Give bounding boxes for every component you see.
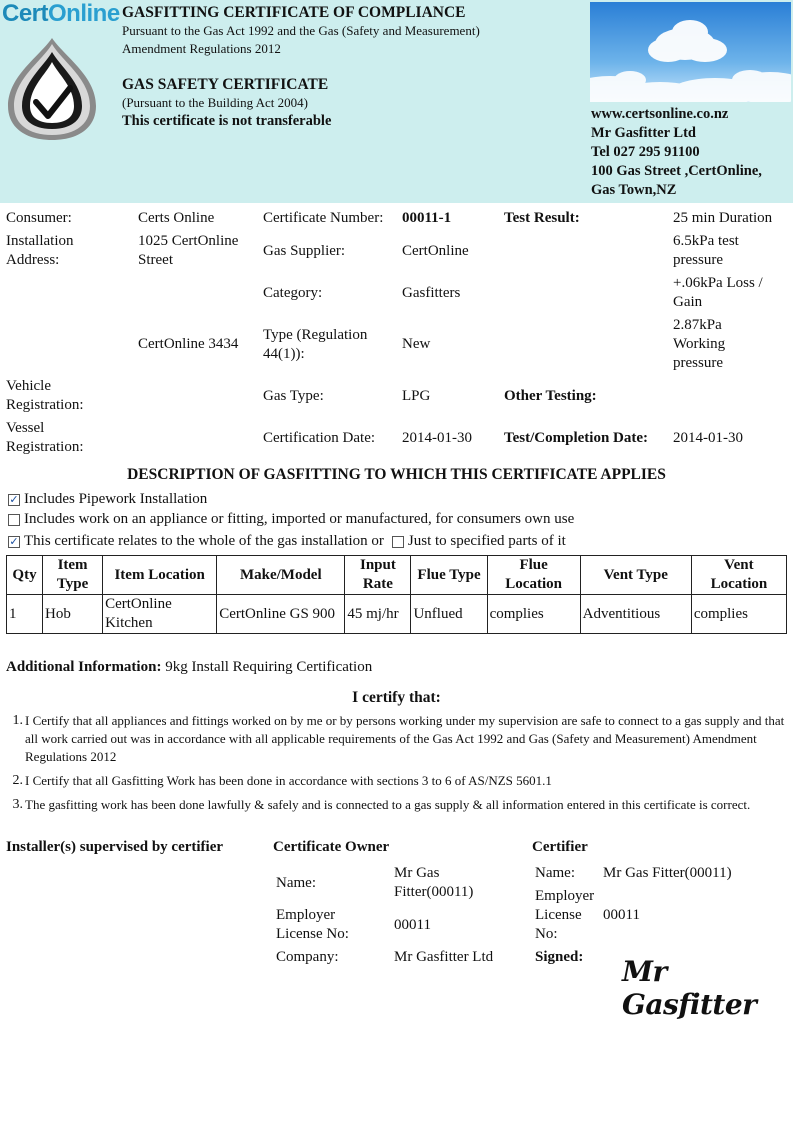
test-result-line-8: pressure	[673, 355, 723, 371]
test-result-label: Test Result:	[504, 210, 580, 226]
cell-flue-location: complies	[487, 595, 580, 634]
certificate-number-value: 00011-1	[402, 210, 452, 226]
certification-date-value: 2014-01-30	[402, 430, 472, 446]
certificate-number-label: Certificate Number:	[263, 210, 384, 226]
cell-item-type: Hob	[43, 595, 103, 634]
consumer-label: Consumer:	[6, 210, 72, 226]
gas-type-label: Gas Type:	[263, 388, 324, 404]
list-item-number: 2.	[12, 773, 23, 788]
not-transferable-notice: This certificate is not transferable	[122, 113, 332, 129]
list-item	[6, 712, 786, 766]
company-address-line2: Gas Town,NZ	[591, 182, 677, 198]
owner-name-value-2: Fitter(00011)	[394, 884, 474, 900]
company-phone: Tel 027 295 91100	[591, 144, 700, 160]
certifier-name-label: Name:	[535, 865, 575, 881]
cell-vent-location: complies	[691, 595, 786, 634]
certifier-name-value: Mr Gas Fitter(00011)	[603, 865, 732, 881]
owner-license-value: 00011	[394, 917, 431, 933]
completion-date-value: 2014-01-30	[673, 430, 743, 446]
cell-vent-type: Adventitious	[580, 595, 691, 634]
whole-installation-checkbox-row[interactable]	[8, 532, 566, 551]
certificate-subtitle-line2: Amendment Regulations 2012	[122, 41, 281, 56]
certifier-license-value: 00011	[603, 907, 640, 923]
list-item-text: The gasfitting work has been done lawfully & safely and is connected to a gas supply & all information entered in this certificate is correct.	[25, 797, 751, 812]
other-testing-label: Other Testing:	[504, 388, 597, 404]
column-header-qty: Qty	[7, 556, 43, 595]
pipework-checkbox[interactable]: ✓	[9, 492, 19, 506]
consumer-value: Certs Online	[138, 210, 215, 226]
gas-safety-title: GAS SAFETY CERTIFICATE	[122, 76, 329, 93]
installation-address-label-2: Address:	[6, 252, 60, 268]
certificate-owner-heading: Certificate Owner	[273, 839, 390, 855]
vehicle-registration-label-2: Registration:	[6, 397, 84, 413]
owner-company-label: Company:	[276, 949, 339, 965]
test-result-line-7: Working	[673, 336, 726, 352]
pipework-checkbox-label: Includes Pipework Installation	[24, 491, 208, 507]
vessel-registration-label-1: Vessel	[6, 420, 45, 436]
cell-item-location: CertOnline Kitchen	[103, 595, 217, 634]
test-result-line-4: +.06kPa Loss /	[673, 275, 763, 291]
installation-address-value-2: Street	[138, 252, 173, 268]
owner-license-label-1: Employer	[276, 907, 336, 923]
certonline-logo	[2, 0, 120, 28]
column-header-make-model: Make/Model	[217, 556, 345, 595]
appliance-items-table	[6, 555, 787, 634]
cell-flue-type: Unflued	[411, 595, 487, 634]
gas-safety-subtitle: (Pursuant to the Building Act 2004)	[122, 95, 308, 110]
list-item-text: I Certify that all appliances and fittings worked on by me or by persons working under my supervision are safe to connect to a gas supply and that all work carried out was in accordance with all applicable requirements of the Gas Act 1992 and Gas (Safety and Measurement) Amendment Regulations 2012	[25, 713, 785, 764]
type-value: New	[402, 336, 431, 352]
completion-date-label: Test/Completion Date:	[504, 430, 649, 446]
test-result-line-3: pressure	[673, 252, 723, 268]
certificate-header	[0, 0, 793, 203]
category-value: Gasfitters	[402, 285, 461, 301]
installers-heading: Installer(s) supervised by certifier	[6, 839, 224, 855]
certify-heading: I certify that:	[352, 689, 441, 706]
certificate-title: GASFITTING CERTIFICATE OF COMPLIANCE	[122, 4, 466, 21]
certify-list	[6, 712, 786, 820]
column-header-flue-type: Flue Type	[411, 556, 487, 595]
description-heading: DESCRIPTION OF GASFITTING TO WHICH THIS CERTIFICATE APPLIES	[127, 466, 666, 483]
signed-label: Signed:	[535, 949, 584, 965]
logo-text-cert: Cert	[2, 0, 49, 27]
type-regulation-label-2: 44(1)):	[263, 346, 305, 362]
installation-address-value-1: 1025 CertOnline	[138, 233, 239, 249]
company-info	[591, 105, 762, 200]
type-regulation-label-1: Type (Regulation	[263, 327, 368, 343]
company-website: www.certsonline.co.nz	[591, 106, 729, 122]
installation-address-label-1: Installation	[6, 233, 74, 249]
column-header-vent-type: Vent Type	[580, 556, 691, 595]
vehicle-registration-label-1: Vehicle	[6, 378, 51, 394]
pipework-checkbox-row[interactable]	[8, 490, 207, 509]
list-item-number: 1.	[12, 713, 23, 728]
whole-installation-checkbox-label: This certificate relates to the whole of the gas installation or	[24, 533, 384, 549]
specified-parts-checkbox[interactable]	[392, 536, 404, 548]
owner-company-value: Mr Gasfitter Ltd	[394, 949, 494, 965]
list-item	[6, 772, 786, 790]
column-header-vent-location: Vent Location	[691, 556, 786, 595]
column-header-item-location: Item Location	[103, 556, 217, 595]
test-result-line-2: 6.5kPa test	[673, 233, 739, 249]
sky-clouds-image	[590, 2, 791, 102]
gas-type-value: LPG	[402, 388, 431, 404]
gas-supplier-label: Gas Supplier:	[263, 243, 346, 259]
list-item	[6, 796, 786, 814]
installation-address-value-3: CertOnline 3434	[138, 336, 239, 352]
list-item-number: 3.	[12, 797, 23, 812]
additional-information-value: 9kg Install Requiring Certification	[165, 659, 373, 675]
test-result-line-6: 2.87kPa	[673, 317, 722, 333]
certificate-subtitle-line1: Pursuant to the Gas Act 1992 and the Gas (Safety and Measurement)	[122, 23, 480, 38]
additional-information	[6, 659, 372, 676]
owner-name-value-1: Mr Gas	[394, 865, 440, 881]
column-header-item-type: Item Type	[43, 556, 103, 595]
specified-parts-checkbox-label: Just to specified parts of it	[407, 533, 566, 549]
handwritten-signature: Mr Gasfitter	[622, 955, 757, 1021]
cell-qty: 1	[7, 595, 43, 634]
list-item-text: I Certify that all Gasfitting Work has been done in accordance with sections 3 to 6 of AS/NZS 5601.1	[25, 773, 552, 788]
gas-supplier-value: CertOnline	[402, 243, 469, 259]
company-address-line1: 100 Gas Street ,CertOnline,	[591, 163, 762, 179]
flame-check-emblem-icon	[4, 36, 100, 147]
company-name: Mr Gasfitter Ltd	[591, 125, 696, 141]
table-header-row	[7, 556, 787, 595]
column-header-flue-location: Flue Location	[487, 556, 580, 595]
appliance-checkbox[interactable]	[8, 514, 20, 526]
certification-date-label: Certification Date:	[263, 430, 376, 446]
test-result-line-1: 25 min Duration	[673, 210, 773, 226]
category-label: Category:	[263, 285, 323, 301]
certifier-heading: Certifier	[532, 839, 588, 855]
appliance-checkbox-row[interactable]	[8, 510, 574, 529]
column-header-input-rate: Input Rate	[345, 556, 411, 595]
owner-name-label: Name:	[276, 875, 316, 891]
cell-make-model: CertOnline GS 900	[217, 595, 345, 634]
header-titles	[122, 4, 582, 131]
owner-license-label-2: License No:	[276, 926, 349, 942]
cell-input-rate: 45 mj/hr	[345, 595, 411, 634]
table-row	[7, 595, 787, 634]
vessel-registration-label-2: Registration:	[6, 439, 84, 455]
certifier-license-label-3: No:	[535, 926, 558, 942]
certifier-license-label-2: License	[535, 907, 582, 923]
whole-installation-checkbox[interactable]: ✓	[9, 534, 19, 548]
appliance-checkbox-label: Includes work on an appliance or fitting, imported or manufactured, for consumers own use	[24, 511, 575, 527]
test-result-line-5: Gain	[673, 294, 703, 310]
logo-text-online: Online	[48, 0, 120, 27]
additional-information-label: Additional Information:	[6, 659, 162, 675]
certifier-license-label-1: Employer	[535, 888, 595, 904]
